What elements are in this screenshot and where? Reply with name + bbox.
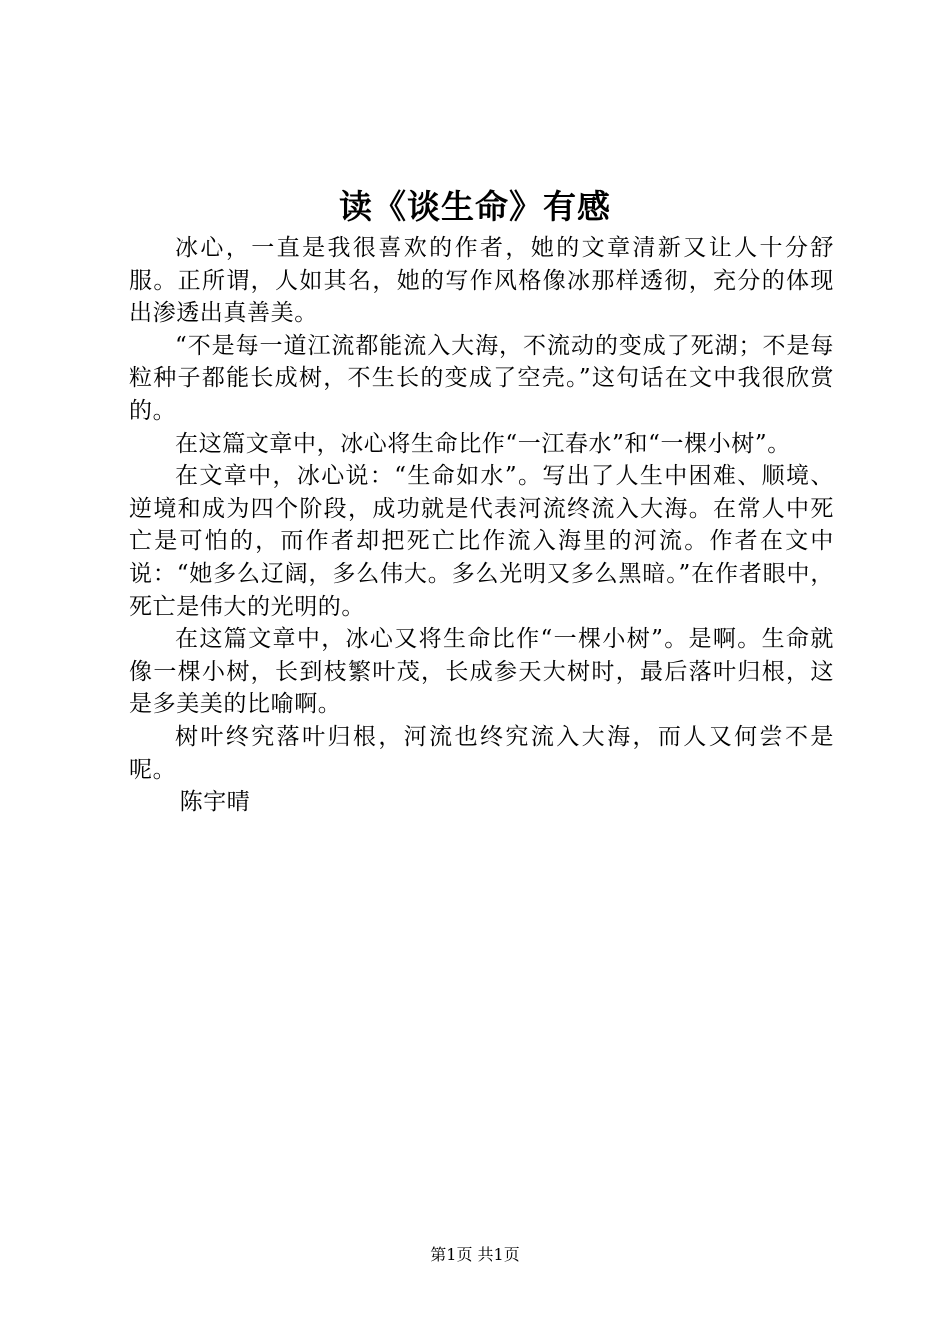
paragraph: “不是每一道江流都能流入大海，不流动的变成了死湖；不是每粒种子都能长成树，不生长的变成了空壳。”这句话在文中我很欣赏的。: [129, 332, 834, 424]
document-title: 读《谈生命》有感: [339, 187, 611, 226]
paragraph: 在文章中，冰心说：“生命如水”。写出了人生中困难、顺境、逆境和成为四个阶段，成功就是代表河流终流入大海。在常人中死亡是可怕的，而作者却把死亡比作流入海里的河流。作者在文中说：“她多么辽阔，多么伟大。多么光明又多么黑暗。”在作者眼中，死亡是伟大的光明的。: [129, 463, 834, 620]
page-footer: 第1页 共1页: [430, 1245, 520, 1264]
paragraph: 在这篇文章中，冰心又将生命比作“一棵小树”。是啊。生命就像一棵小树，长到枝繁叶茂，长成参天大树时，最后落叶归根，这是多美美的比喻啊。: [129, 626, 834, 718]
author-signature: 陈宇晴: [179, 789, 251, 816]
paragraph: 在这篇文章中，冰心将生命比作“一江春水”和“一棵小树”。: [175, 430, 791, 457]
document-body: [129, 232, 834, 819]
paragraph: 树叶终究落叶归根，河流也终究流入大海，而人又何尝不是呢。: [129, 723, 834, 783]
paragraph: 冰心，一直是我很喜欢的作者，她的文章清新又让人十分舒服。正所谓，人如其名，她的写作风格像冰那样透彻，充分的体现出渗透出真善美。: [129, 235, 834, 327]
